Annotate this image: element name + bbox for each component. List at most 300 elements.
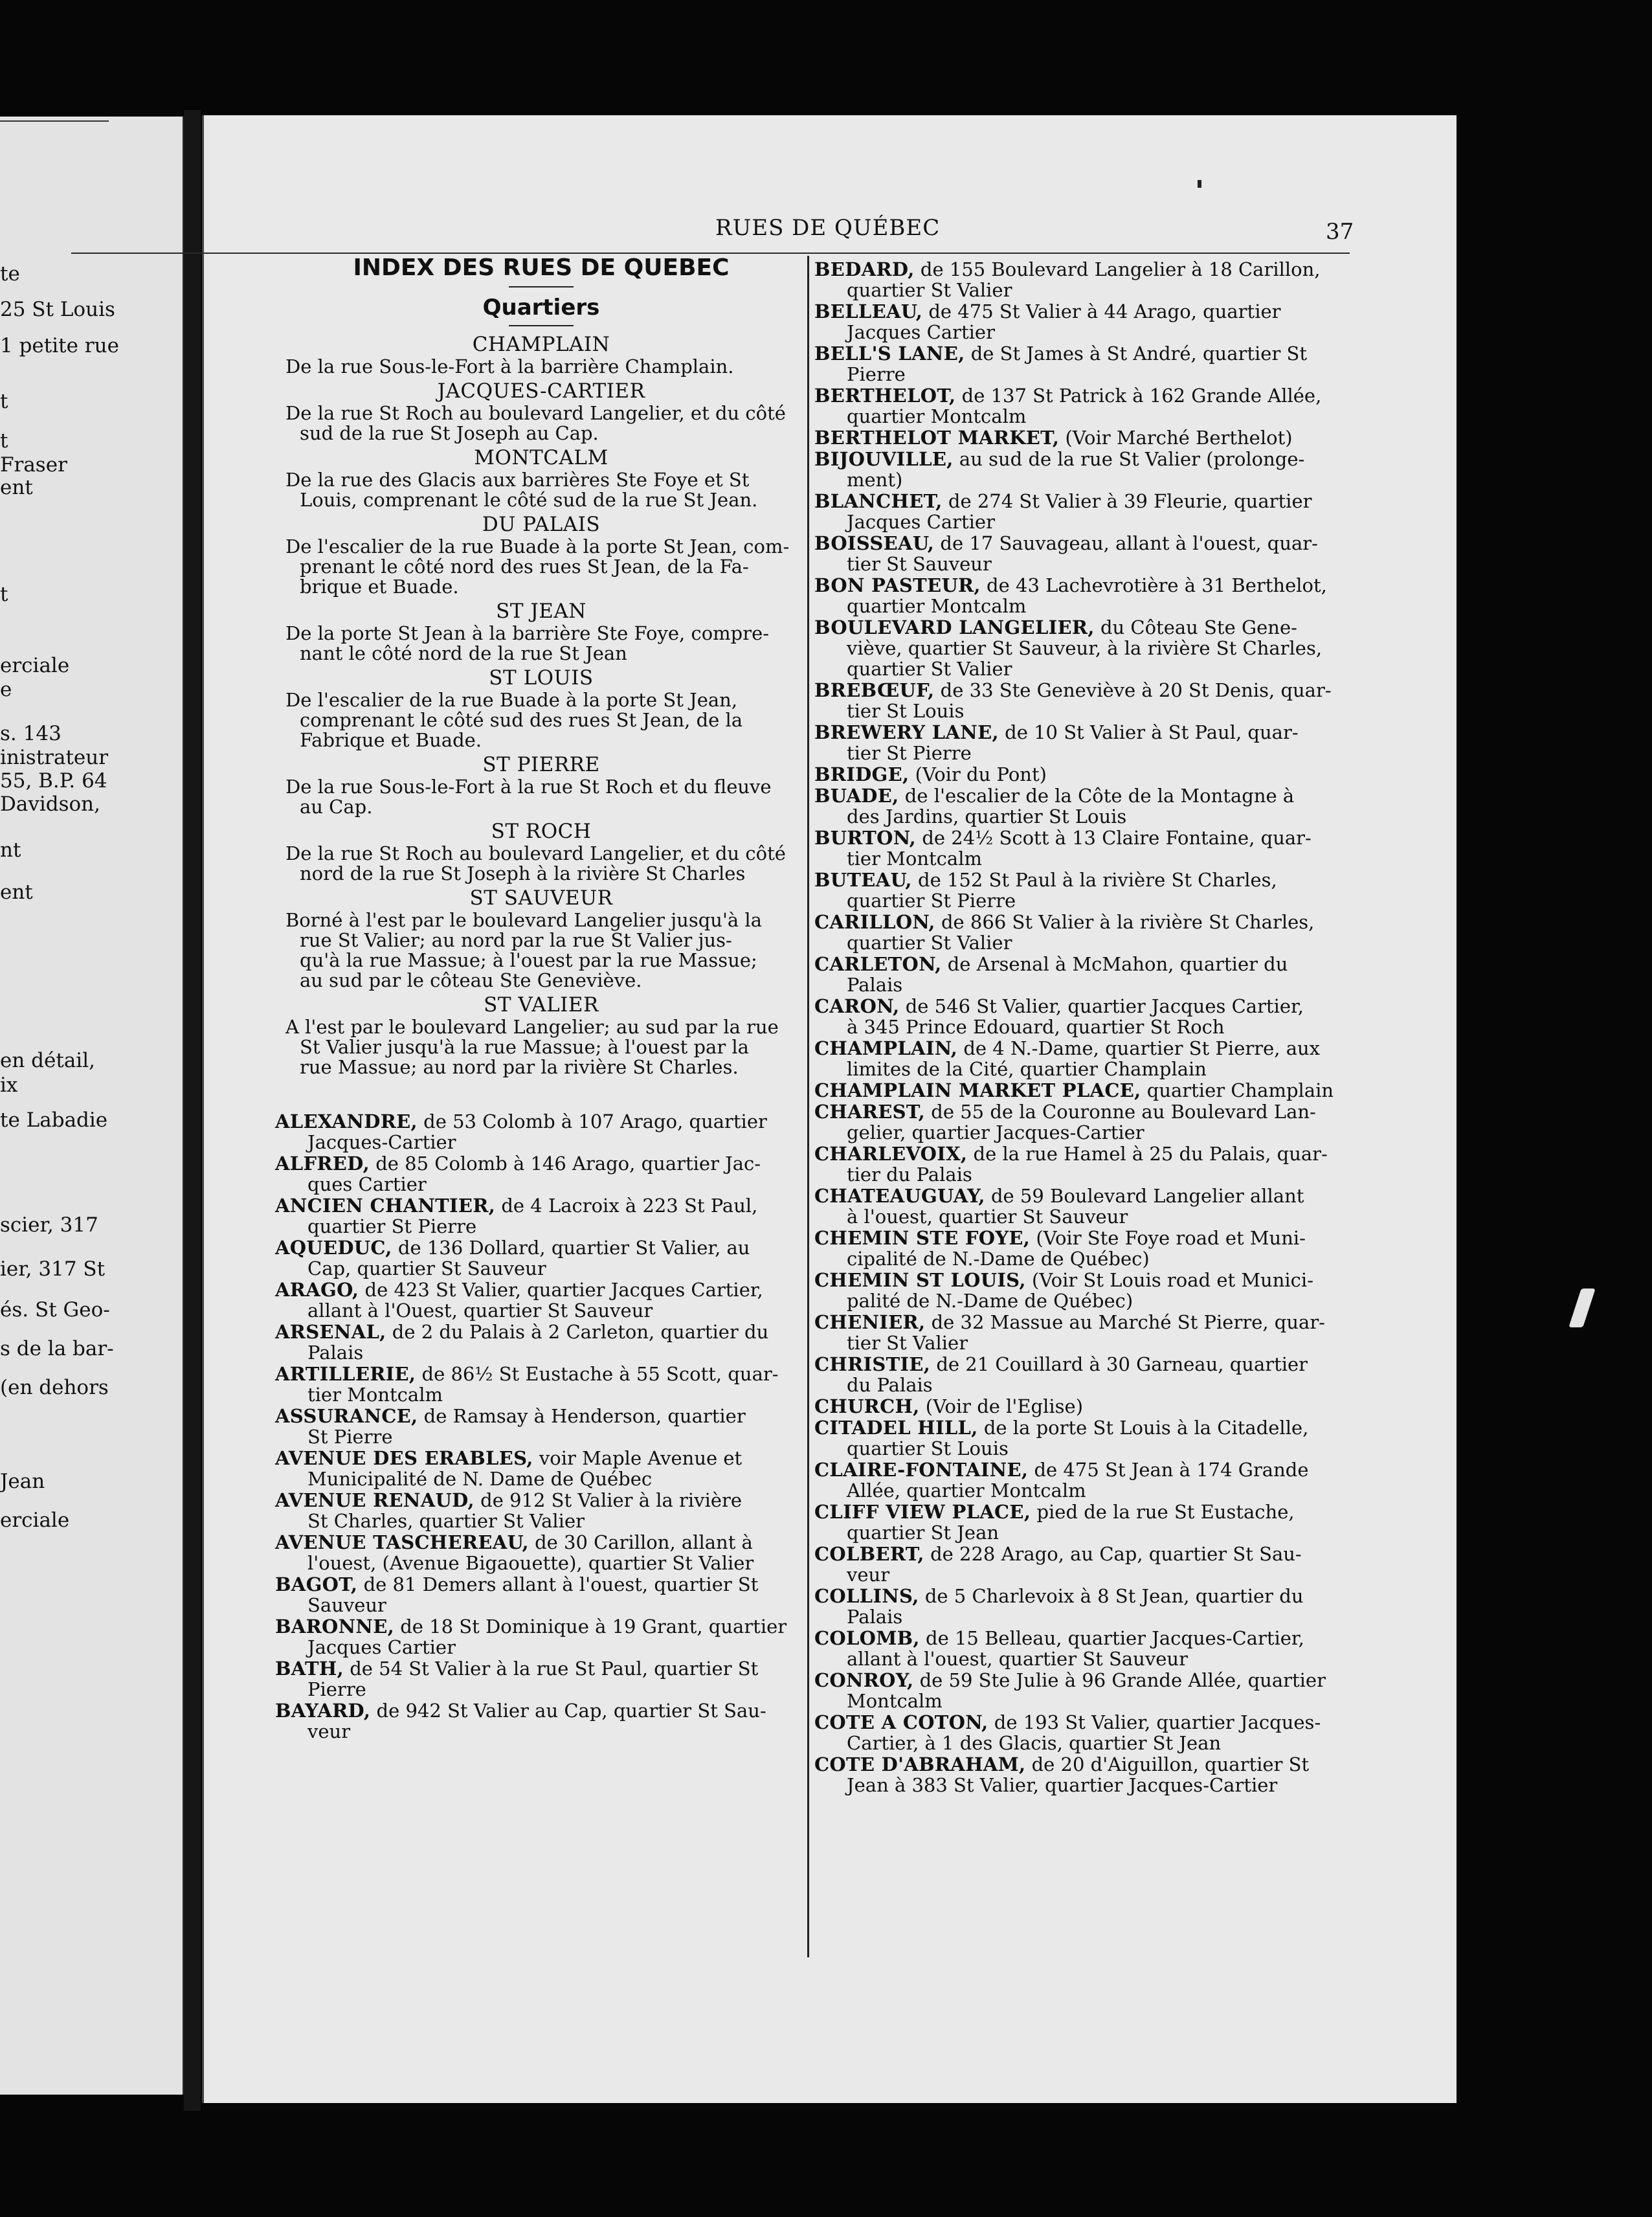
street-description: (Voir du Pont) (915, 763, 1047, 785)
street-description: de 53 Colomb à 107 Arago, quartier (423, 1110, 767, 1132)
street-name: BARONNE, (275, 1615, 394, 1637)
street-description: quartier St Valier (847, 279, 1012, 301)
street-description: Cap, quartier St Sauveur (307, 1257, 546, 1279)
street-name: ANCIEN CHANTIER, (275, 1195, 496, 1217)
quartier-description (285, 690, 805, 750)
street-name: BOISSEAU, (814, 532, 935, 554)
street-name: COLLINS, (814, 1585, 919, 1607)
street-name: BATH, (275, 1658, 344, 1680)
facing-page-fragment: erciale (0, 654, 70, 677)
street-description: (Voir de l'Eglise) (925, 1395, 1084, 1417)
street-entry-first-line (814, 1186, 1358, 1206)
street-name: BLANCHET, (814, 490, 943, 512)
quartier-name: ST SAUVEUR (469, 886, 613, 910)
quartier-line: De la porte St Jean à la barrière Ste Foye, compre- (285, 622, 770, 644)
street-description: voir Maple Avenue et (539, 1447, 742, 1469)
street-entry (814, 1270, 1358, 1311)
street-entry-first-line (814, 1712, 1358, 1733)
street-description: tier St Valier (847, 1332, 968, 1354)
street-entry (814, 259, 1358, 300)
street-description: de 20 d'Aiguillon, quartier St (1031, 1753, 1310, 1775)
street-entry-first-line (814, 1586, 1358, 1606)
street-entry (814, 870, 1358, 911)
street-description: pied de la rue St Eustache, (1036, 1501, 1295, 1523)
street-name: ALFRED, (275, 1153, 370, 1175)
street-name: CHATEAUGUAY, (814, 1185, 985, 1207)
street-description: des Jardins, quartier St Louis (847, 805, 1127, 827)
street-entry (275, 1364, 807, 1405)
street-entry (275, 1153, 807, 1195)
quartier-description (285, 844, 805, 884)
facing-page-fragment: Jean (0, 1470, 45, 1493)
street-description: de 43 Lachevrotière à 31 Berthelot, (987, 574, 1327, 596)
street-description: de 10 St Valier à St Paul, quar- (1005, 721, 1299, 743)
street-name: CLIFF VIEW PLACE, (814, 1501, 1031, 1523)
street-entry (814, 1038, 1358, 1079)
quartier-line: De la rue des Glacis aux barrières Ste Foye et St (285, 469, 750, 491)
margin-mark (1568, 1289, 1595, 1327)
street-entry-first-line (814, 1101, 1358, 1122)
street-name: ALEXANDRE, (275, 1110, 418, 1132)
street-description: de 475 St Jean à 174 Grande (1034, 1459, 1309, 1481)
street-name: ASSURANCE, (275, 1405, 418, 1427)
street-entry (275, 1279, 807, 1321)
street-name: BAGOT, (275, 1573, 358, 1595)
street-description: de 2 du Palais à 2 Carleton, quartier du (392, 1321, 769, 1343)
street-name: AVENUE TASCHEREAU, (275, 1531, 529, 1553)
street-entry (275, 1700, 807, 1742)
street-name: BELLEAU, (814, 300, 923, 322)
street-description: de 24½ Scott à 13 Claire Fontaine, quar- (922, 827, 1312, 849)
street-name: CHAMPLAIN, (814, 1037, 958, 1059)
title-dash (509, 286, 574, 287)
street-entry-first-line (275, 1574, 807, 1595)
street-description: St Pierre (307, 1426, 393, 1448)
street-name: COLBERT, (814, 1543, 924, 1565)
street-entry (814, 1586, 1358, 1627)
street-entry (814, 680, 1358, 721)
street-entry-first-line (275, 1322, 807, 1342)
street-description: tier Montcalm (847, 848, 982, 870)
street-description: ment) (847, 469, 903, 491)
street-entry-first-line (814, 1628, 1358, 1649)
street-entry-first-line (814, 575, 1358, 596)
street-entry (275, 1616, 807, 1658)
street-entry (814, 1712, 1358, 1753)
street-description: ques Cartier (307, 1173, 427, 1195)
street-entry-first-line (275, 1406, 807, 1426)
street-entry (814, 1502, 1358, 1543)
street-entry (814, 343, 1358, 385)
street-name: BIJOUVILLE, (814, 448, 954, 470)
street-description: quartier St Valier (847, 932, 1012, 954)
quartier-description (285, 910, 805, 991)
quartier-line: A l'est par le boulevard Langelier; au sud par la rue (285, 1016, 779, 1038)
street-entry-first-line (275, 1153, 807, 1174)
street-entry-first-line (814, 449, 1358, 469)
street-description: tier Montcalm (307, 1384, 443, 1406)
quartier-line: De la rue Sous-le-Fort à la rue St Roch et du fleuve (285, 776, 772, 798)
street-entry (814, 1186, 1358, 1227)
facing-page-fragment: s. 143 (0, 722, 61, 745)
facing-page-fragment: en détail, (0, 1049, 95, 1072)
street-name: ARTILLERIE, (275, 1363, 416, 1385)
facing-page-fragment: te Labadie (0, 1108, 108, 1132)
street-entry-first-line (814, 1754, 1358, 1775)
street-description: de 942 St Valier au Cap, quartier St Sau- (376, 1700, 766, 1722)
street-description: de 228 Arago, au Cap, quartier St Sau- (930, 1543, 1302, 1565)
street-entry-first-line (814, 785, 1358, 806)
street-name: CHEMIN STE FOYE, (814, 1227, 1031, 1249)
street-name: CHENIER, (814, 1311, 926, 1333)
street-description: de 866 St Valier à la rivière St Charles, (941, 911, 1315, 933)
quartier-line: qu'à la rue Massue; à l'ouest par la rue Massue; (300, 949, 757, 971)
street-description: de 274 St Valier à 39 Fleurie, quartier (948, 490, 1312, 512)
street-description: de 33 Ste Geneviève à 20 St Denis, quar- (940, 679, 1332, 701)
street-entry-first-line (275, 1111, 807, 1132)
street-name: CARILLON, (814, 911, 935, 933)
facing-page-fragment: s de la bar- (0, 1337, 114, 1360)
street-entry-first-line (814, 827, 1358, 848)
quartier-line: au Cap. (300, 796, 373, 818)
quartier-line: De la rue St Roch au boulevard Langelier, et du côté (285, 402, 786, 424)
street-entry-first-line (814, 1038, 1358, 1059)
street-description: de 17 Sauvageau, allant à l'ouest, quar- (940, 532, 1318, 554)
street-entry-first-line (814, 870, 1358, 890)
street-name: BUADE, (814, 785, 899, 807)
street-entry (275, 1658, 807, 1700)
street-entry (275, 1490, 807, 1531)
street-name: COTE A COTON, (814, 1711, 988, 1733)
street-description: de 32 Massue au Marché St Pierre, quar- (931, 1311, 1325, 1333)
page-number: 37 (1326, 219, 1354, 245)
street-entry-first-line (814, 617, 1358, 638)
street-name: CHAMPLAIN MARKET PLACE, (814, 1079, 1141, 1101)
street-entry-first-line (275, 1237, 807, 1258)
quartier-line: Fabrique et Buade. (300, 729, 482, 751)
street-entry (275, 1448, 807, 1489)
street-description: de 54 St Valier à la rue St Paul, quartier St (350, 1658, 759, 1680)
street-entry (814, 1628, 1358, 1669)
street-description: de 4 N.-Dame, quartier St Pierre, aux (963, 1037, 1321, 1059)
right-column (814, 259, 1358, 1796)
street-description: Municipalité de N. Dame de Québec (307, 1468, 653, 1490)
street-description: de 55 de la Couronne au Boulevard Lan- (931, 1101, 1316, 1123)
street-entry (814, 1080, 1358, 1101)
street-description: de 15 Belleau, quartier Jacques-Cartier, (926, 1627, 1304, 1649)
facing-page-fragment: nt (0, 838, 21, 862)
facing-page (0, 117, 184, 2095)
street-entry-first-line (814, 1396, 1358, 1417)
street-description: quartier St Jean (847, 1522, 999, 1544)
street-description: de 155 Boulevard Langelier à 18 Carillon, (920, 258, 1321, 280)
street-description: tier du Palais (847, 1164, 972, 1186)
street-name: CHAREST, (814, 1101, 926, 1123)
street-description: de la rue Hamel à 25 du Palais, quar- (973, 1143, 1328, 1165)
quartiers-dash (509, 325, 574, 326)
street-entry-first-line (814, 1143, 1358, 1164)
street-entry (275, 1406, 807, 1447)
street-entry-first-line (275, 1700, 807, 1721)
facing-page-fragment: ier, 317 St (0, 1257, 106, 1281)
street-description: Jean à 383 St Valier, quartier Jacques-Cartier (847, 1774, 1278, 1796)
quartier-line: nord de la rue St Joseph à la rivière St Charles (300, 862, 746, 884)
quartier-name: ST VALIER (484, 993, 599, 1017)
street-description: Jacques Cartier (847, 321, 995, 343)
street-name: ARSENAL, (275, 1321, 386, 1343)
street-name: BOULEVARD LANGELIER, (814, 616, 1095, 638)
street-description: viève, quartier St Sauveur, à la rivière St Charles, (847, 637, 1323, 659)
street-description: tier St Sauveur (847, 553, 992, 575)
street-name: BURTON, (814, 827, 917, 849)
street-entry-first-line (275, 1364, 807, 1384)
street-entry-first-line (814, 1228, 1358, 1248)
facing-page-fragment: erciale (0, 1509, 70, 1532)
street-name: CHRISTIE, (814, 1353, 931, 1375)
facing-page-fragment: 55, B.P. 64 (0, 769, 107, 793)
street-entry-first-line (814, 722, 1358, 743)
street-list-left (275, 1111, 807, 1742)
facing-page-fragment: Fraser (0, 453, 67, 477)
quartier-description (285, 403, 805, 444)
street-description: de 137 St Patrick à 162 Grande Allée, (961, 385, 1322, 407)
facing-page-fragment: e (0, 678, 12, 701)
street-description: allant à l'Ouest, quartier St Sauveur (307, 1300, 653, 1322)
quartier-line: De l'escalier de la rue Buade à la porte St Jean, com- (285, 535, 790, 557)
street-name: ARAGO, (275, 1279, 359, 1301)
street-description: Montcalm (847, 1690, 943, 1712)
quartier-line: au sud par le côteau Ste Geneviève. (300, 969, 642, 991)
street-description: quartier St Pierre (847, 890, 1016, 912)
quartier-name: JACQUES-CARTIER (437, 379, 645, 403)
street-name: COTE D'ABRAHAM, (814, 1753, 1026, 1775)
street-name: BRIDGE, (814, 763, 910, 785)
column-divider (807, 256, 809, 1957)
street-entry-first-line (814, 1544, 1358, 1564)
street-description: de St James à St André, quartier St (970, 343, 1308, 365)
street-entry-first-line (814, 259, 1358, 280)
street-entry (814, 1143, 1358, 1185)
street-name: BERTHELOT, (814, 385, 956, 407)
street-description: de 136 Dollard, quartier St Valier, au (397, 1237, 750, 1259)
facing-page-fragment: ent (0, 881, 33, 904)
quartier-name: ST JEAN (496, 600, 586, 623)
street-name: CHEMIN ST LOUIS, (814, 1269, 1026, 1291)
street-description: Allée, quartier Montcalm (847, 1480, 1086, 1502)
street-entry-first-line (814, 427, 1358, 448)
quartier-line: nant le côté nord de la rue St Jean (300, 642, 627, 664)
street-entry-first-line (275, 1616, 807, 1637)
street-description: Palais (307, 1342, 364, 1364)
street-entry-first-line (814, 954, 1358, 974)
street-description: de 85 Colomb à 146 Arago, quartier Jac- (375, 1153, 761, 1175)
street-name: BREWERY LANE, (814, 721, 999, 743)
street-entry-first-line (814, 343, 1358, 364)
street-entry (814, 1396, 1358, 1417)
facing-page-fragment: scier, 317 (0, 1213, 98, 1237)
street-description: Palais (847, 1606, 903, 1628)
street-description: tier St Pierre (847, 742, 972, 764)
street-entry (814, 385, 1358, 427)
street-name: BELL'S LANE, (814, 343, 965, 365)
street-description: Pierre (307, 1678, 366, 1700)
facing-page-fragment: t (0, 583, 8, 606)
street-description: Pierre (847, 363, 906, 385)
quartier-line: De la rue St Roch au boulevard Langelier, et du côté (285, 842, 786, 864)
street-name: CITADEL HILL, (814, 1417, 978, 1439)
street-entry-first-line (814, 1502, 1358, 1522)
street-description: limites de la Cité, quartier Champlain (847, 1058, 1207, 1080)
street-entry (275, 1111, 807, 1153)
quartier-line: De la rue Sous-le-Fort à la barrière Champlain. (285, 355, 734, 377)
street-description: Jacques Cartier (847, 511, 995, 533)
street-description: quartier Montcalm (847, 405, 1027, 427)
street-entry (814, 575, 1358, 616)
book-spine (184, 110, 201, 2111)
street-entry-first-line (814, 912, 1358, 932)
quartier-description (285, 777, 805, 817)
street-entry-first-line (814, 491, 1358, 512)
street-description: St Charles, quartier St Valier (307, 1510, 585, 1532)
facing-page-fragment: 25 St Louis (0, 298, 115, 321)
street-name: BUTEAU, (814, 869, 912, 891)
quartier-line: rue St Valier; au nord par la rue St Valier jus- (300, 929, 732, 951)
street-entry (814, 1101, 1358, 1143)
street-entry (814, 996, 1358, 1037)
quartier-line: prenant le côté nord des rues St Jean, de la Fa- (300, 556, 749, 578)
street-entry (275, 1237, 807, 1279)
street-name: CHURCH, (814, 1395, 920, 1417)
street-entry-first-line (275, 1195, 807, 1216)
street-entry-first-line (814, 1080, 1358, 1101)
street-description: de 546 St Valier, quartier Jacques Cartier, (905, 995, 1304, 1017)
street-name: CHARLEVOIX, (814, 1143, 968, 1165)
street-name: COLOMB, (814, 1627, 920, 1649)
street-entry-first-line (275, 1532, 807, 1553)
street-entry-first-line (814, 1312, 1358, 1333)
street-name: BAYARD, (275, 1700, 371, 1722)
quartier-description (285, 1017, 805, 1077)
street-name: AQUEDUC, (275, 1237, 392, 1259)
street-description: allant à l'ouest, quartier St Sauveur (847, 1648, 1188, 1670)
street-description: cipalité de N.-Dame de Québec) (847, 1248, 1150, 1270)
street-description: de Ramsay à Henderson, quartier (423, 1405, 746, 1427)
street-description: de la porte St Louis à la Citadelle, (983, 1417, 1309, 1439)
street-description: de Arsenal à McMahon, quartier du (947, 953, 1288, 975)
quartier-line: Borné à l'est par le boulevard Langelier jusqu'à la (285, 909, 762, 931)
street-entry (814, 1754, 1358, 1795)
left-column (275, 254, 807, 1742)
street-description: de 21 Couillard à 30 Garneau, quartier (936, 1353, 1308, 1375)
street-description: de 4 Lacroix à 223 St Paul, (501, 1195, 758, 1217)
street-description: de 59 Ste Julie à 96 Grande Allée, quartier (919, 1669, 1326, 1691)
street-description: (Voir Ste Foye road et Muni- (1036, 1227, 1306, 1249)
facing-page-rule (0, 120, 109, 122)
street-list-right (814, 259, 1358, 1795)
quartiers-list (275, 333, 807, 1077)
street-entry (814, 1670, 1358, 1711)
street-description: l'ouest, (Avenue Bigaouette), quartier St Valier (307, 1552, 754, 1574)
street-entry-first-line (814, 1270, 1358, 1290)
street-description: veur (307, 1720, 351, 1742)
street-entry-first-line (814, 996, 1358, 1017)
street-description: du Côteau Ste Gene- (1100, 616, 1297, 638)
quartier-name: ST PIERRE (482, 753, 600, 776)
street-entry (814, 1459, 1358, 1501)
running-title: RUES DE QUÉBEC (715, 215, 941, 241)
street-description: quartier St Pierre (307, 1215, 477, 1237)
street-entry-first-line (275, 1490, 807, 1511)
street-description: de 18 St Dominique à 19 Grant, quartier (400, 1615, 787, 1637)
quartiers-heading: Quartiers (482, 295, 600, 321)
street-description: gelier, quartier Jacques-Cartier (847, 1121, 1144, 1143)
street-description: de 423 St Valier, quartier Jacques Cartier, (364, 1279, 763, 1301)
street-description: de 30 Carillon, allant à (535, 1531, 753, 1553)
street-description: quartier St Valier (847, 658, 1012, 680)
street-description: de 5 Charlevoix à 8 St Jean, quartier du (924, 1585, 1304, 1607)
street-entry (814, 722, 1358, 763)
quartier-line: De l'escalier de la rue Buade à la porte St Jean, (285, 689, 738, 711)
street-name: CLAIRE-FONTAINE, (814, 1459, 1029, 1481)
facing-page-fragment: inistrateur (0, 746, 109, 769)
street-description: Jacques-Cartier (307, 1131, 456, 1153)
street-description: de 59 Boulevard Langelier allant (990, 1185, 1304, 1207)
street-description: au sud de la rue St Valier (prolonge- (959, 448, 1305, 470)
street-entry (275, 1322, 807, 1363)
street-description: (Voir St Louis road et Munici- (1032, 1269, 1314, 1291)
street-entry-first-line (814, 1670, 1358, 1691)
street-name: CONROY, (814, 1669, 914, 1691)
street-entry-first-line (814, 301, 1358, 322)
street-entry (814, 533, 1358, 574)
quartier-description (285, 470, 805, 510)
street-entry (814, 912, 1358, 953)
street-name: BREBŒUF, (814, 679, 935, 701)
street-entry-first-line (814, 680, 1358, 701)
street-description: veur (847, 1564, 890, 1586)
street-description: à 345 Prince Edouard, quartier St Roch (847, 1016, 1225, 1038)
street-entry (814, 1354, 1358, 1395)
street-entry-first-line (275, 1658, 807, 1679)
ink-speck (1198, 180, 1201, 188)
street-description: à l'ouest, quartier St Sauveur (847, 1206, 1128, 1228)
street-entry (814, 1417, 1358, 1459)
street-description: Cartier, à 1 des Glacis, quartier St Jean (847, 1732, 1222, 1754)
street-name: BEDARD, (814, 258, 915, 280)
street-entry (814, 617, 1358, 679)
street-entry (275, 1574, 807, 1615)
street-description: quartier Champlain (1146, 1079, 1334, 1101)
street-name: BERTHELOT MARKET, (814, 427, 1060, 449)
street-entry (814, 785, 1358, 827)
facing-page-fragment: ix (0, 1074, 18, 1097)
street-entry-first-line (814, 764, 1358, 785)
quartier-name: ST ROCH (491, 820, 592, 843)
street-entry (814, 764, 1358, 785)
street-entry (814, 449, 1358, 490)
quartier-description (285, 537, 805, 597)
quartier-line: St Valier jusqu'à la rue Massue; à l'ouest par la (300, 1036, 749, 1058)
street-description: du Palais (847, 1374, 933, 1396)
quartier-name: CHAMPLAIN (472, 333, 610, 356)
quartier-name: DU PALAIS (482, 513, 601, 536)
facing-page-fragment: 1 petite rue (0, 334, 119, 357)
street-description: quartier Montcalm (847, 595, 1027, 617)
quartier-line: sud de la rue St Joseph au Cap. (300, 422, 599, 444)
street-name: BON PASTEUR, (814, 574, 981, 596)
street-entry-first-line (814, 1459, 1358, 1480)
street-entry (814, 1312, 1358, 1353)
